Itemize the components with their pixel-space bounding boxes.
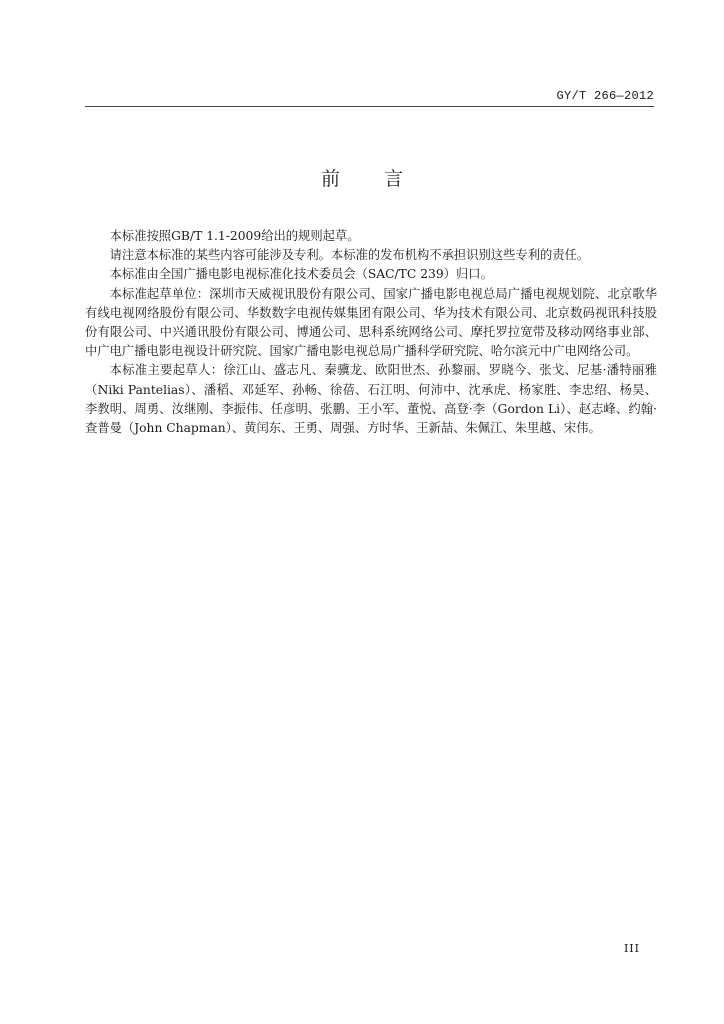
standard-code: GY/T 266—2012 bbox=[556, 89, 654, 103]
page-title: 前言 bbox=[320, 168, 447, 190]
paragraph-committee: 本标准由全国广播电影电视标准化技术委员会（SAC/TC 239）归口。 bbox=[109, 267, 493, 282]
foreword-body bbox=[85, 227, 657, 438]
paragraph-drafters: 本标准主要起草人：徐江山、盛志凡、秦骥龙、欧阳世杰、孙黎丽、罗晓今、张戈、尼基·潘特丽雅（Niki Pantelias）、潘稻、邓延军、孙畅、徐蓓、石江明、何沛中、沈承虎、杨家胜、李忠绍、杨昊、李教明、周勇、汝继刚、李振伟、任彦明、张鹏、王小军、董悦、高登·李（Gordon Li）、赵志峰、约翰·查普曼（John Chapman）、黄闰东、王勇、周强、方时华、王新喆、朱佩江、朱里越、宋伟。 bbox=[85, 363, 657, 436]
paragraph-patent-notice: 请注意本标准的某些内容可能涉及专利。本标准的发布机构不承担识别这些专利的责任。 bbox=[109, 248, 590, 263]
header-divider bbox=[85, 106, 654, 107]
paragraph-drafting-units: 本标准起草单位：深圳市天威视讯股份有限公司、国家广播电影电视总局广播电视规划院、北京歌华有线电视网络股份有限公司、华数数字电视传媒集团有限公司、华为技术有限公司、北京数码视讯科技股份有限公司、中兴通讯股份有限公司、博通公司、思科系统网络公司、摩托罗拉宽带及移动网络事业部、中广电广播电影电视设计研究院、国家广播电影电视总局广播科学研究院、哈尔滨元中广电网络公司。 bbox=[85, 286, 657, 359]
page-number: III bbox=[623, 942, 640, 955]
paragraph-drafting-rules: 本标准按照GB/T 1.1-2009给出的规则起草。 bbox=[109, 229, 360, 243]
